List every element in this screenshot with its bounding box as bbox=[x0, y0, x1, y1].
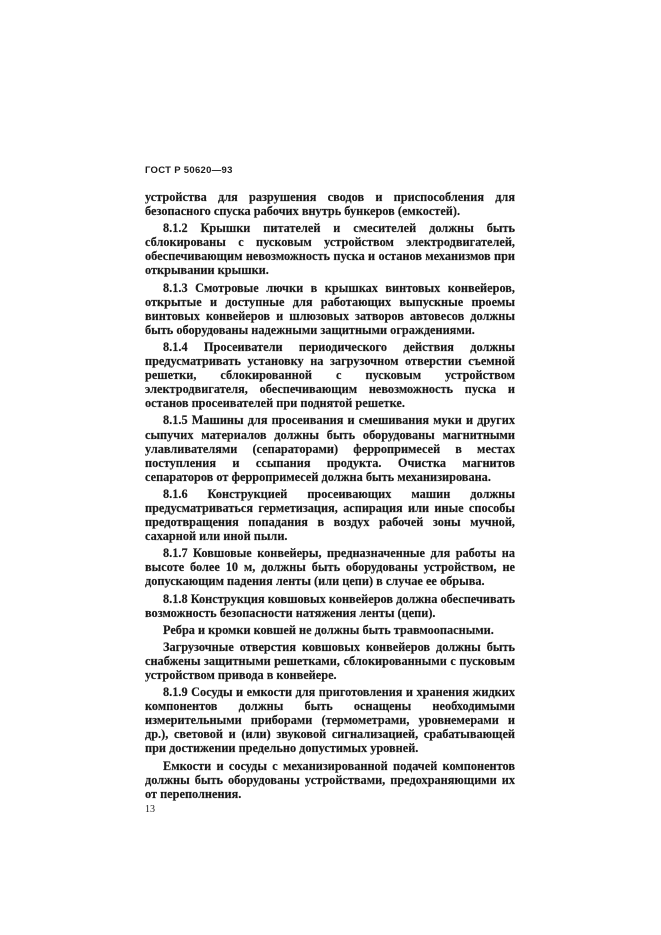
paragraph-bucket-edges: Ребра и кромки ковшей не должны быть травмоопасными. bbox=[163, 622, 494, 637]
document-page bbox=[145, 165, 515, 815]
paragraph: устройства для разрушения сводов и приспособления для безопасного спуска рабочих внутрь бункеров (емкостей). bbox=[145, 190, 515, 219]
paragraph-8-1-5: 8.1.5 Машины для просеивания и смешивания муки и других сыпучих материалов должны быть оборудованы магнитными улавливателями (сепараторами) ферропримесей в местах поступления и ссыпания продукта. Очистка магнитов сепараторов от ферропримесей должна быть механизирована. bbox=[145, 413, 515, 484]
paragraph-8-1-3: 8.1.3 Смотровые лючки в крышках винтовых конвейеров, открытые и доступные для работающих выпускные проемы винтовых конвейеров и шлюзовых затворов автовесов должны быть оборудованы надежными защитными ограждениями. bbox=[145, 280, 515, 337]
paragraph-8-1-7: 8.1.7 Ковшовые конвейеры, предназначенные для работы на высоте более 10 м, должны быть оборудованы устройством, не допускающим падения ленты (или цепи) в случае ее обрыва. bbox=[145, 546, 515, 589]
paragraph-loading-openings: Загрузочные отверстия ковшовых конвейеров должны быть снабжены защитными решетками, сблокированными с пусковым устройством привода в конвейере. bbox=[145, 639, 515, 682]
paragraph-8-1-8: 8.1.8 Конструкция ковшовых конвейеров должна обеспечивать возможность безопасности натяжения ленты (цепи). bbox=[145, 591, 515, 620]
paragraph-8-1-9: 8.1.9 Сосуды и емкости для приготовления и хранения жидких компонентов должны быть оснащены необходимыми измерительными приборами (термометрами, уровнемерами и др.), световой и (или) звуковой сигнализацией, срабатывающей при достижении предельно допустимых уровней. bbox=[145, 685, 515, 756]
paragraph-overflow-protection: Емкости и сосуды с механизированной подачей компонентов должны быть оборудованы устройствами, предохраняющими их от переполнения. bbox=[145, 758, 515, 801]
document-header: ГОСТ Р 50620—93 bbox=[145, 165, 233, 176]
paragraph-8-1-4: 8.1.4 Просеиватели периодического действия должны предусматривать установку на загрузочном отверстии съемной решетки, сблокированной с пусковым устройством электродвигателя, обеспечивающим невозможность пуска и останов просеивателей при поднятой решетке. bbox=[145, 339, 515, 411]
paragraph-8-1-2: 8.1.2 Крышки питателей и смесителей должны быть сблокированы с пусковым устройством электродвигателей, обеспечивающим невозможность пуска и останов механизмов при открывании крышки. bbox=[145, 221, 515, 278]
page-number: 13 bbox=[145, 803, 155, 815]
paragraph-8-1-6: 8.1.6 Конструкцией просеивающих машин должны предусматриваться герметизация, аспирация или иные способы предотвращения попадания в воздух рабочей зоны мучной, сахарной или иной пыли. bbox=[145, 486, 515, 544]
